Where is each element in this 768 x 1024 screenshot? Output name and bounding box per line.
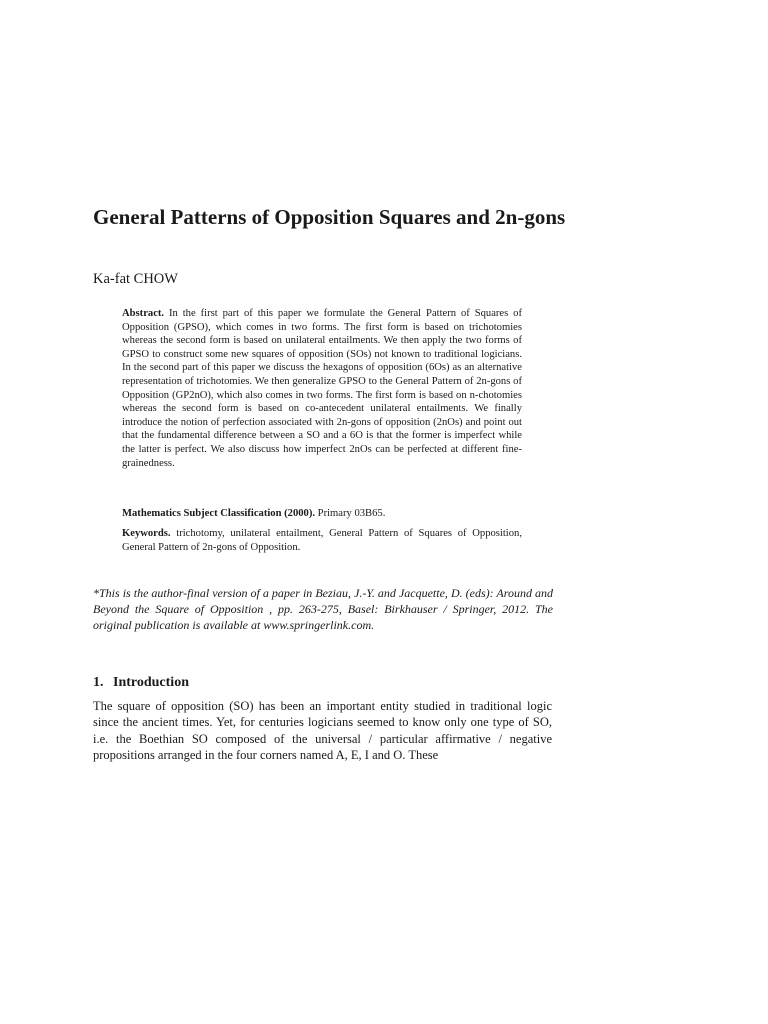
abstract-text: In the first part of this paper we formulate the General Pattern of Squares of Opposition (GPSO), which comes in two forms. The first form is based on trichotomies whereas the second form is based on unilateral entailments. We then apply the two forms of GPSO to construct some new squares of opposition (SOs) not known to traditional logicians. In the second part of this paper we discuss the hexagons of opposition (6Os) as an alternative representation of trichotomies. We then generalize GPSO to the General Pattern of 2n-gons of Opposition (GP2nO), which also comes in two forms. The first form is based on n-chotomies whereas the second form is based on co-antecedent unilateral entailments. We finally introduce the notion of perfection associated with 2n-gons of opposition (2nOs) and point out that the fundamental difference between a SO and a 6O is that the former is imperfect while the latter is perfect. We also discuss how imperfect 2nOs can be perfected at different fine-grainedness. <box>122 308 522 469</box>
keywords <box>122 527 522 554</box>
section-title: Introduction <box>113 675 189 690</box>
section-number: 1. <box>93 675 104 690</box>
keywords-label: Keywords. <box>122 528 171 539</box>
section-heading-introduction <box>93 675 189 691</box>
publication-note: *This is the author-final version of a paper in Beziau, J.-Y. and Jacquette, D. (eds): Around and Beyond the Square of Opposition , pp. 263-275, Basel: Birkhauser / Springer, 2012. The original publication is available at www.springerlink.com. <box>93 586 553 632</box>
paper-author: Ka-fat CHOW <box>93 271 178 287</box>
subject-classification <box>122 507 522 521</box>
abstract <box>122 307 522 470</box>
introduction-paragraph: The square of opposition (SO) has been an important entity studied in traditional logic since the ancient times. Yet, for centuries logicians seemed to know only one type of SO, i.e. the Boethian SO composed of the universal / particular affirmative / negative propositions arranged in the four corners named A, E, I and O. These <box>93 699 552 763</box>
keywords-text: trichotomy, unilateral entailment, General Pattern of Squares of Opposition, General Pattern of 2n-gons of Opposition. <box>122 528 522 553</box>
paper-title: General Patterns of Opposition Squares and 2n-gons <box>93 205 566 229</box>
msc-label: Mathematics Subject Classification (2000). <box>122 508 316 519</box>
msc-value: Primary 03B65. <box>317 508 386 519</box>
abstract-label: Abstract. <box>122 308 165 319</box>
